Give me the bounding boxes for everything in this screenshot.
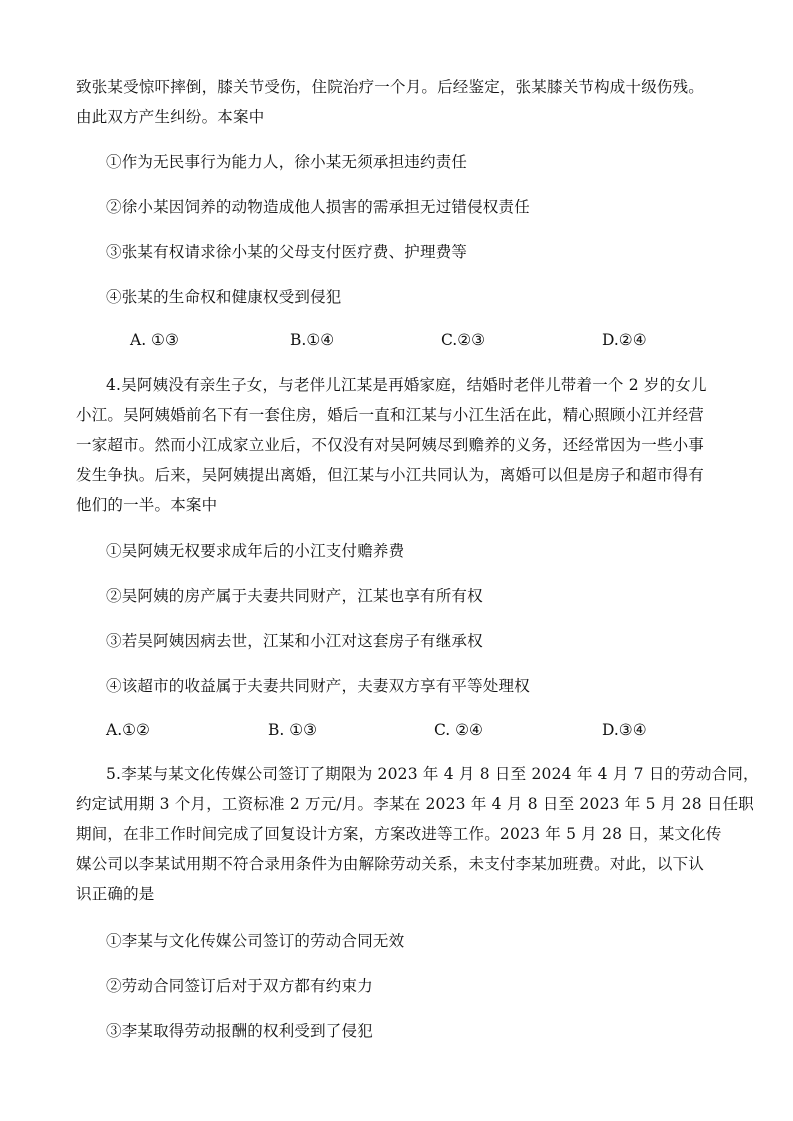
q3-statement-2: ②徐小某因饲养的动物造成他人损害的需承担无过错侵权责任 bbox=[106, 198, 530, 216]
q5-stem-line-5: 识正确的是 bbox=[76, 885, 155, 903]
q3-choice-b: B.①④ bbox=[290, 331, 335, 349]
q3-stem-line-2: 由此双方产生纠纷。本案中 bbox=[76, 108, 265, 126]
q4-stem-line-4: 发生争执。后来，吴阿姨提出离婚，但江某与小江共同认为，离婚可以但是房子和超市得有 bbox=[76, 466, 705, 484]
q4-stem-line-5: 他们的一半。本案中 bbox=[76, 496, 218, 514]
q4-stem-line-2: 小江。吴阿姨婚前名下有一套住房，婚后一直和江某与小江生活在此，精心照顾小江并经营 bbox=[76, 406, 705, 424]
q5-statement-2: ②劳动合同签订后对于双方都有约束力 bbox=[106, 977, 373, 995]
q3-choice-c: C.②③ bbox=[441, 331, 486, 349]
q3-choice-a: A. ①③ bbox=[130, 331, 179, 349]
q5-stem-line-1: 5.李某与某文化传媒公司签订了期限为 2023 年 4 月 8 日至 2024 年 4 月 7 日的劳动合同， bbox=[106, 765, 759, 783]
q4-choice-d: D.③④ bbox=[602, 721, 647, 739]
q4-statement-4: ④该超市的收益属于夫妻共同财产，夫妻双方享有平等处理权 bbox=[106, 677, 530, 695]
q4-statement-1: ①吴阿姨无权要求成年后的小江支付赡养费 bbox=[106, 542, 405, 560]
q5-statement-1: ①李某与文化传媒公司签订的劳动合同无效 bbox=[106, 932, 405, 950]
q5-stem-line-3: 期间，在非工作时间完成了回复设计方案，方案改进等工作。2023 年 5 月 28 日，某文化传 bbox=[76, 825, 722, 843]
q4-choices bbox=[0, 720, 793, 740]
q4-stem-line-1: 4.吴阿姨没有亲生子女，与老伴儿江某是再婚家庭，结婚时老伴儿带着一个 2 岁的女儿 bbox=[106, 376, 707, 394]
q3-stem-line-1: 致张某受惊吓摔倒，膝关节受伤，住院治疗一个月。后经鉴定，张某膝关节构成十级伤残。 bbox=[76, 78, 705, 96]
q3-statement-4: ④张某的生命权和健康权受到侵犯 bbox=[106, 288, 342, 306]
q5-statement-3: ③李某取得劳动报酬的权利受到了侵犯 bbox=[106, 1022, 373, 1040]
q4-stem-line-3: 一家超市。然而小江成家立业后，不仅没有对吴阿姨尽到赡养的义务，还经常因为一些小事 bbox=[76, 436, 705, 454]
q4-statement-2: ②吴阿姨的房产属于夫妻共同财产，江某也享有所有权 bbox=[106, 587, 483, 605]
q4-choice-a: A.①② bbox=[106, 721, 150, 739]
q4-statement-3: ③若吴阿姨因病去世，江某和小江对这套房子有继承权 bbox=[106, 632, 483, 650]
q5-stem-line-4: 媒公司以李某试用期不符合录用条件为由解除劳动关系，未支付李某加班费。对此，以下认 bbox=[76, 855, 705, 873]
q3-statement-3: ③张某有权请求徐小某的父母支付医疗费、护理费等 bbox=[106, 243, 468, 261]
q3-choices bbox=[0, 330, 793, 350]
q5-stem-line-2: 约定试用期 3 个月，工资标准 2 万元/月。李某在 2023 年 4 月 8 日至 2023 年 5 月 28 日任职 bbox=[76, 795, 754, 813]
q3-statement-1: ①作为无民事行为能力人，徐小某无须承担违约责任 bbox=[106, 153, 468, 171]
q4-choice-b: B. ①③ bbox=[268, 721, 318, 739]
q3-choice-d: D.②④ bbox=[602, 331, 647, 349]
q4-choice-c: C. ②④ bbox=[434, 721, 483, 739]
